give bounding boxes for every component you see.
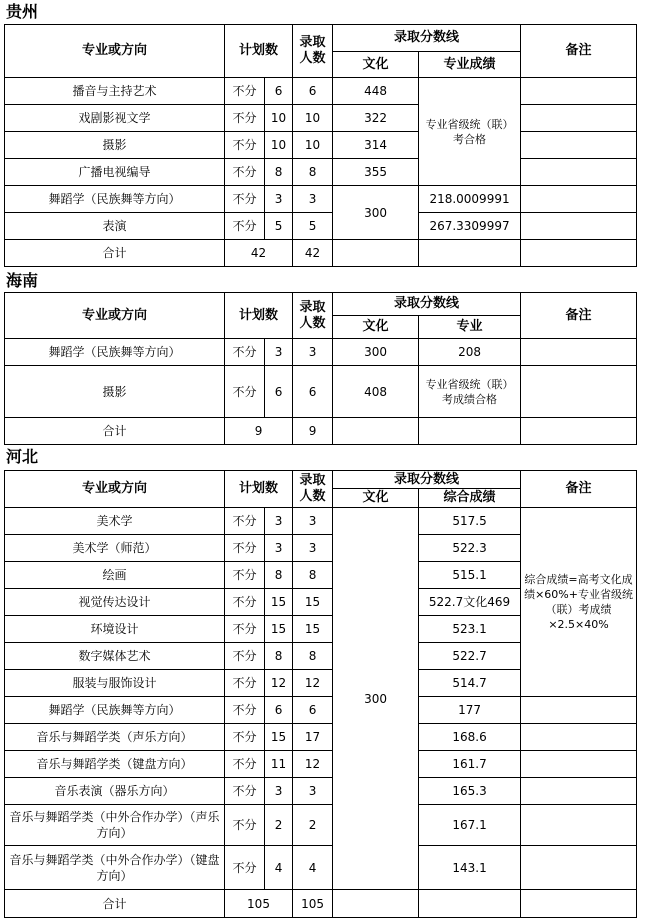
table-row — [5, 105, 637, 132]
table-row — [5, 159, 637, 186]
note-cell — [521, 132, 637, 159]
culture-cell: 355 — [333, 159, 419, 186]
admit-cell: 3 — [293, 186, 333, 213]
note-cell — [521, 805, 637, 846]
major-cell: 数字媒体艺术 — [5, 643, 225, 670]
prof-cell: 208 — [419, 339, 521, 366]
type-cell: 不分 — [225, 697, 265, 724]
merged-note-cell: 综合成绩=高考文化成绩×60%+专业省级统（联）考成绩×2.5×40% — [521, 508, 637, 697]
plan-cell: 10 — [265, 132, 293, 159]
total-admit: 42 — [293, 240, 333, 267]
major-cell: 音乐与舞蹈学类（中外合作办学）（键盘方向） — [5, 846, 225, 890]
admit-cell: 15 — [293, 589, 333, 616]
admit-cell: 3 — [293, 535, 333, 562]
plan-cell: 15 — [265, 589, 293, 616]
merged-prof-cell: 专业省级统（联）考合格 — [419, 78, 521, 186]
type-cell: 不分 — [225, 670, 265, 697]
header-major: 专业或方向 — [5, 25, 225, 78]
type-cell: 不分 — [225, 589, 265, 616]
total-label: 合计 — [5, 240, 225, 267]
total-row — [5, 890, 637, 918]
major-cell: 音乐与舞蹈学类（声乐方向） — [5, 724, 225, 751]
admit-cell: 8 — [293, 159, 333, 186]
plan-cell: 4 — [265, 846, 293, 890]
table-row — [5, 213, 637, 240]
total-row — [5, 418, 637, 445]
table-row — [5, 132, 637, 159]
major-cell: 音乐与舞蹈学类（中外合作办学）（声乐方向） — [5, 805, 225, 846]
prof-cell: 218.0009991 — [419, 186, 521, 213]
header-prof: 专业成绩 — [419, 52, 521, 78]
plan-cell: 8 — [265, 643, 293, 670]
hainan-table — [4, 292, 637, 445]
admit-cell: 6 — [293, 78, 333, 105]
header-admit: 录取人数 — [293, 293, 333, 339]
major-cell: 戏剧影视文学 — [5, 105, 225, 132]
type-cell: 不分 — [225, 616, 265, 643]
prof-cell: 167.1 — [419, 805, 521, 846]
culture-cell: 408 — [333, 366, 419, 418]
major-cell: 服装与服饰设计 — [5, 670, 225, 697]
table-row — [5, 805, 637, 846]
major-cell: 音乐表演（器乐方向） — [5, 778, 225, 805]
empty-cell — [419, 890, 521, 918]
total-row — [5, 240, 637, 267]
admit-cell: 4 — [293, 846, 333, 890]
culture-cell: 314 — [333, 132, 419, 159]
major-cell: 舞蹈学（民族舞等方向） — [5, 697, 225, 724]
empty-cell — [521, 890, 637, 918]
culture-cell: 300 — [333, 339, 419, 366]
admit-cell: 17 — [293, 724, 333, 751]
note-cell — [521, 724, 637, 751]
table-row — [5, 778, 637, 805]
total-admit: 105 — [293, 890, 333, 918]
major-cell: 舞蹈学（民族舞等方向） — [5, 186, 225, 213]
header-major: 专业或方向 — [5, 471, 225, 508]
admit-cell: 8 — [293, 643, 333, 670]
plan-cell: 3 — [265, 186, 293, 213]
table-row — [5, 724, 637, 751]
table-row — [5, 751, 637, 778]
type-cell: 不分 — [225, 778, 265, 805]
plan-cell: 15 — [265, 724, 293, 751]
table-row — [5, 366, 637, 418]
plan-cell: 8 — [265, 562, 293, 589]
header-culture: 文化 — [333, 316, 419, 339]
total-label: 合计 — [5, 418, 225, 445]
prof-cell: 514.7 — [419, 670, 521, 697]
major-cell: 摄影 — [5, 366, 225, 418]
region-title-hebei: 河北 — [6, 447, 39, 466]
plan-cell: 3 — [265, 339, 293, 366]
note-cell — [521, 846, 637, 890]
major-cell: 广播电视编导 — [5, 159, 225, 186]
major-cell: 表演 — [5, 213, 225, 240]
major-cell: 视觉传达设计 — [5, 589, 225, 616]
type-cell: 不分 — [225, 805, 265, 846]
note-cell — [521, 186, 637, 213]
type-cell: 不分 — [225, 846, 265, 890]
admit-cell: 3 — [293, 778, 333, 805]
header-admit: 录取人数 — [293, 471, 333, 508]
admit-cell: 6 — [293, 697, 333, 724]
prof-cell: 267.3309997 — [419, 213, 521, 240]
total-admit: 9 — [293, 418, 333, 445]
type-cell: 不分 — [225, 751, 265, 778]
header-score: 录取分数线 — [333, 25, 521, 52]
region-title-guizhou: 贵州 — [6, 2, 39, 21]
plan-cell: 15 — [265, 616, 293, 643]
prof-cell: 165.3 — [419, 778, 521, 805]
plan-cell: 2 — [265, 805, 293, 846]
type-cell: 不分 — [225, 186, 265, 213]
header-note: 备注 — [521, 25, 637, 78]
table-row — [5, 339, 637, 366]
empty-cell — [521, 240, 637, 267]
major-cell: 环境设计 — [5, 616, 225, 643]
plan-cell: 6 — [265, 697, 293, 724]
note-cell — [521, 105, 637, 132]
empty-cell — [521, 418, 637, 445]
table-row — [5, 846, 637, 890]
plan-cell: 6 — [265, 78, 293, 105]
prof-cell: 168.6 — [419, 724, 521, 751]
type-cell: 不分 — [225, 132, 265, 159]
culture-cell: 448 — [333, 78, 419, 105]
admit-cell: 6 — [293, 366, 333, 418]
admit-cell: 3 — [293, 508, 333, 535]
total-plan: 9 — [225, 418, 293, 445]
note-cell — [521, 778, 637, 805]
plan-cell: 5 — [265, 213, 293, 240]
major-cell: 舞蹈学（民族舞等方向） — [5, 339, 225, 366]
header-plan: 计划数 — [225, 471, 293, 508]
table-row — [5, 186, 637, 213]
merged-culture-cell: 300 — [333, 508, 419, 890]
empty-cell — [333, 418, 419, 445]
type-cell: 不分 — [225, 159, 265, 186]
admit-cell: 10 — [293, 132, 333, 159]
header-plan: 计划数 — [225, 293, 293, 339]
admit-cell: 12 — [293, 751, 333, 778]
prof-cell: 143.1 — [419, 846, 521, 890]
header-score: 录取分数线 — [333, 471, 521, 489]
prof-cell: 515.1 — [419, 562, 521, 589]
major-cell: 美术学（师范） — [5, 535, 225, 562]
type-cell: 不分 — [225, 508, 265, 535]
table-row — [5, 508, 637, 535]
note-cell — [521, 751, 637, 778]
empty-cell — [333, 890, 419, 918]
note-cell — [521, 213, 637, 240]
merged-culture-cell: 300 — [333, 186, 419, 240]
empty-cell — [419, 418, 521, 445]
plan-cell: 3 — [265, 778, 293, 805]
plan-cell: 8 — [265, 159, 293, 186]
major-cell: 绘画 — [5, 562, 225, 589]
major-cell: 音乐与舞蹈学类（键盘方向） — [5, 751, 225, 778]
admit-cell: 5 — [293, 213, 333, 240]
plan-cell: 11 — [265, 751, 293, 778]
type-cell: 不分 — [225, 339, 265, 366]
header-prof: 专业 — [419, 316, 521, 339]
header-note: 备注 — [521, 471, 637, 508]
type-cell: 不分 — [225, 366, 265, 418]
culture-cell: 322 — [333, 105, 419, 132]
prof-cell: 专业省级统（联）考成绩合格 — [419, 366, 521, 418]
table-row — [5, 697, 637, 724]
admit-cell: 15 — [293, 616, 333, 643]
prof-cell: 177 — [419, 697, 521, 724]
note-cell — [521, 697, 637, 724]
total-plan: 105 — [225, 890, 293, 918]
admit-cell: 2 — [293, 805, 333, 846]
empty-cell — [333, 240, 419, 267]
header-culture: 文化 — [333, 489, 419, 508]
header-admit: 录取人数 — [293, 25, 333, 78]
guizhou-table — [4, 24, 637, 267]
header-major: 专业或方向 — [5, 293, 225, 339]
header-score: 录取分数线 — [333, 293, 521, 316]
note-cell — [521, 78, 637, 105]
header-prof: 综合成绩 — [419, 489, 521, 508]
plan-cell: 6 — [265, 366, 293, 418]
empty-cell — [419, 240, 521, 267]
region-title-hainan: 海南 — [6, 271, 39, 290]
plan-cell: 3 — [265, 508, 293, 535]
type-cell: 不分 — [225, 724, 265, 751]
plan-cell: 10 — [265, 105, 293, 132]
total-plan: 42 — [225, 240, 293, 267]
major-cell: 美术学 — [5, 508, 225, 535]
prof-cell: 522.3 — [419, 535, 521, 562]
plan-cell: 3 — [265, 535, 293, 562]
type-cell: 不分 — [225, 213, 265, 240]
admit-cell: 12 — [293, 670, 333, 697]
type-cell: 不分 — [225, 105, 265, 132]
prof-cell: 517.5 — [419, 508, 521, 535]
header-note: 备注 — [521, 293, 637, 339]
table-row — [5, 78, 637, 105]
note-cell — [521, 339, 637, 366]
type-cell: 不分 — [225, 562, 265, 589]
admit-cell: 8 — [293, 562, 333, 589]
hebei-table — [4, 470, 637, 918]
note-cell — [521, 159, 637, 186]
prof-cell: 523.1 — [419, 616, 521, 643]
prof-cell: 522.7 — [419, 643, 521, 670]
note-cell — [521, 366, 637, 418]
major-cell: 播音与主持艺术 — [5, 78, 225, 105]
header-culture: 文化 — [333, 52, 419, 78]
admit-cell: 10 — [293, 105, 333, 132]
type-cell: 不分 — [225, 78, 265, 105]
header-plan: 计划数 — [225, 25, 293, 78]
type-cell: 不分 — [225, 643, 265, 670]
plan-cell: 12 — [265, 670, 293, 697]
type-cell: 不分 — [225, 535, 265, 562]
prof-cell: 161.7 — [419, 751, 521, 778]
admit-cell: 3 — [293, 339, 333, 366]
total-label: 合计 — [5, 890, 225, 918]
major-cell: 摄影 — [5, 132, 225, 159]
prof-cell: 522.7文化469 — [419, 589, 521, 616]
